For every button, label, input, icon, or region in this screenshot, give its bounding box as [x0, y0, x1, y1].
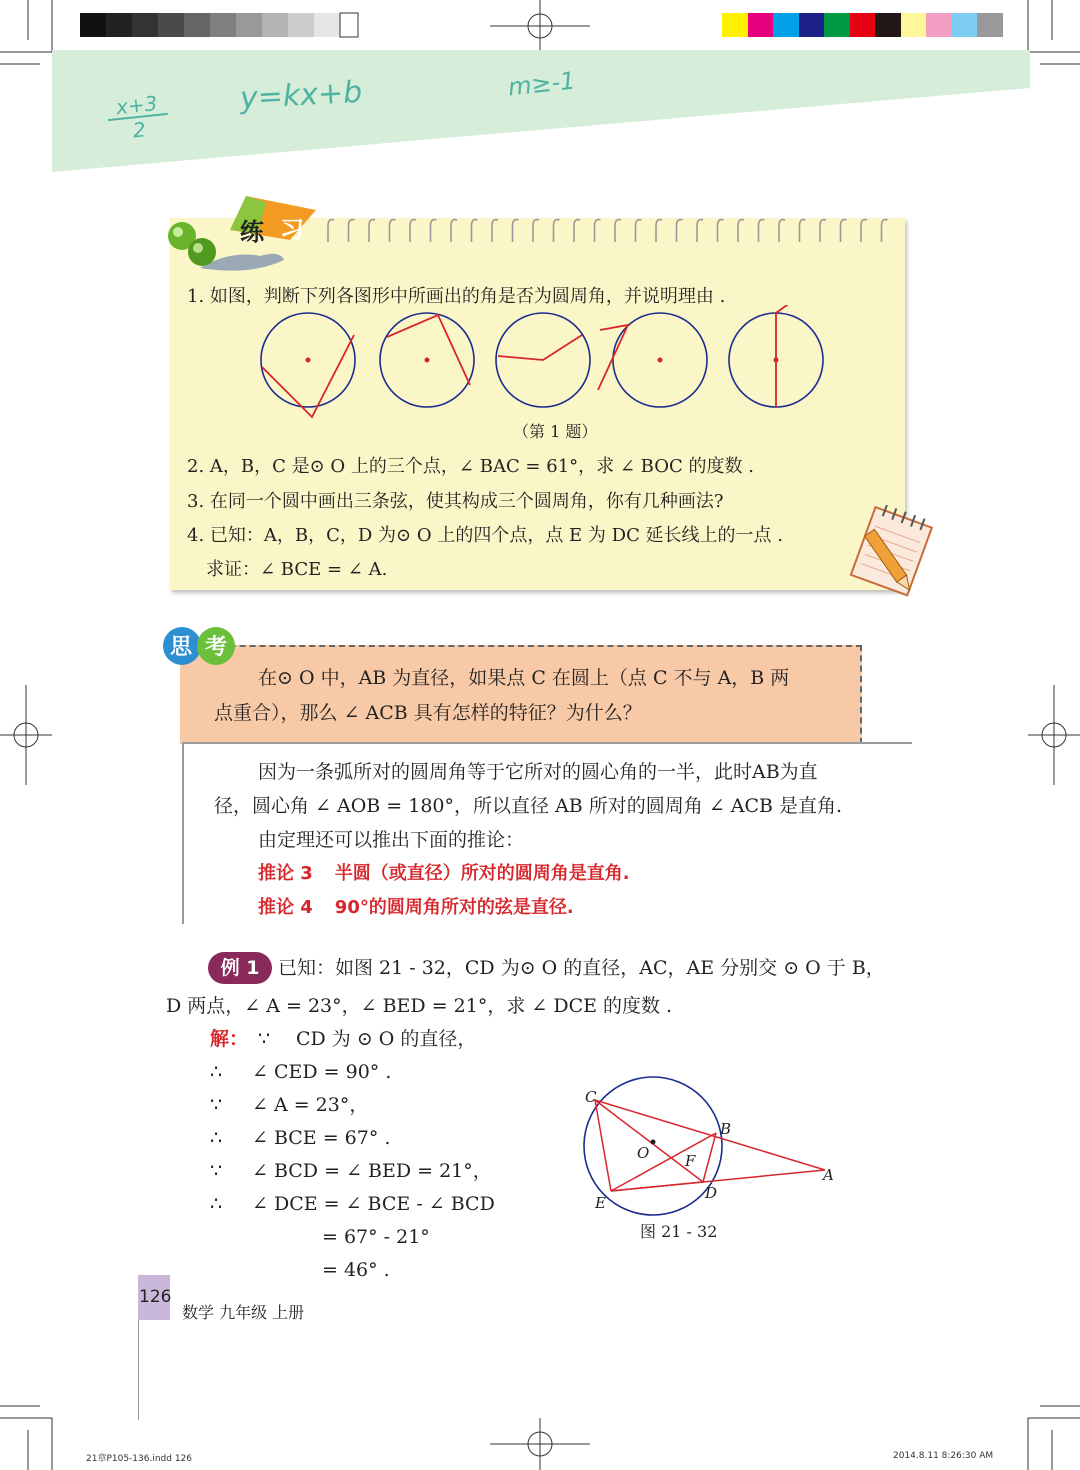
step-symbol: ∵	[258, 1028, 271, 1050]
color-swatch	[824, 13, 850, 37]
notepad-pencil-icon	[840, 505, 940, 605]
formula-inequality: m≥-1	[506, 66, 577, 102]
ring	[759, 220, 765, 242]
figure-21-32	[575, 1070, 845, 1220]
question-4-line1: 4. 已知：A，B，C，D 为⊙ O 上的四个点，点 E 为 DC 延长线上的一点 .	[187, 525, 784, 546]
answer-line-3: 由定理还可以推出下面的推论：	[258, 829, 525, 851]
practice-title-2: 习	[280, 216, 304, 244]
step-text: CD 为 ⊙ O 的直径，	[296, 1028, 477, 1050]
ring	[697, 220, 703, 242]
header-band	[52, 50, 1030, 175]
corollary-3-label: 推论 3	[258, 863, 313, 884]
formula-fraction	[106, 91, 171, 145]
answer-line-1: 因为一条弧所对的圆周角等于它所对的圆心角的一半，此时AB为直	[258, 761, 818, 783]
corollary-4-text: 90°的圆周角所对的弦是直径.	[334, 897, 574, 918]
corollary-3	[258, 862, 630, 886]
question-4-line2: 求证：∠ BCE = ∠ A.	[206, 559, 388, 580]
step-symbol: ∴	[210, 1127, 223, 1149]
step-text: ∠ BCE = 67° .	[252, 1127, 391, 1149]
ring	[779, 220, 785, 242]
ring	[472, 220, 478, 242]
ring	[431, 220, 437, 242]
q2-text: A，B，C 是⊙ O 上的三个点，∠ BAC = 61°，求 ∠ BOC 的度数 .	[209, 456, 754, 477]
label-B: B	[720, 1120, 732, 1138]
example-badge: 例 1	[208, 952, 272, 984]
figure-3-angle	[498, 335, 582, 360]
ring	[615, 220, 621, 242]
color-swatch	[773, 13, 799, 37]
ring	[492, 220, 498, 242]
color-swatch	[926, 13, 952, 37]
color-bar	[722, 0, 1002, 40]
ring	[451, 220, 457, 242]
ring	[574, 220, 580, 242]
label-E: E	[595, 1194, 606, 1212]
color-swatch	[722, 13, 748, 37]
ring	[882, 220, 888, 242]
formula-line: y=kx+b	[239, 74, 364, 117]
ring	[369, 220, 375, 242]
color-swatch	[901, 13, 927, 37]
step-symbol: ∵	[210, 1160, 223, 1182]
question-1-figures	[250, 305, 840, 423]
step-text: = 46° .	[322, 1259, 390, 1281]
print-file: 21章P105-136.indd 126	[86, 1454, 193, 1464]
step-text: ∠ A = 23°，	[252, 1094, 369, 1116]
color-swatch	[875, 13, 901, 37]
figure-1-angle	[262, 335, 354, 417]
example-line-2: D 两点，∠ A = 23°，∠ BED = 21°，求 ∠ DCE 的度数 .	[166, 995, 673, 1017]
segment-CA	[595, 1100, 825, 1170]
ring	[738, 220, 744, 242]
step-symbol: ∵	[210, 1094, 223, 1116]
color-swatch	[799, 13, 825, 37]
ring	[841, 220, 847, 242]
color-swatch	[952, 13, 978, 37]
fraction-numerator: x+3	[106, 91, 168, 121]
figure-4-angle	[598, 325, 628, 390]
think-badge-1: 思	[170, 635, 193, 660]
label-C: C	[585, 1088, 597, 1106]
answer-line-2: 径，圆心角 ∠ AOB = 180°，所以直径 AB 所对的圆周角 ∠ ACB 是直角.	[214, 795, 843, 817]
step-symbol: ∴	[210, 1193, 223, 1215]
ring	[656, 220, 662, 242]
figure-caption-q1: （第 1 题）	[513, 422, 598, 441]
think-badge-2: 考	[205, 635, 228, 660]
label-F: F	[685, 1152, 696, 1170]
page-number: 126	[139, 1287, 172, 1307]
ring	[718, 220, 724, 242]
corollary-4-label: 推论 4	[258, 897, 313, 918]
ring	[800, 220, 806, 242]
ring	[820, 220, 826, 242]
segment-BD	[703, 1133, 716, 1182]
ring	[595, 220, 601, 242]
book-title: 数学 九年级 上册	[182, 1303, 305, 1322]
practice-title-1: 练	[240, 218, 264, 246]
page-margin-line	[138, 1320, 139, 1420]
question-1: 1. 如图，判断下列各图形中所画出的角是否为圆周角，并说明理由 .	[187, 286, 726, 307]
think-line-1: 在⊙ O 中，AB 为直径，如果点 C 在圆上（点 C 不与 A，B 两	[258, 667, 790, 689]
q2-prefix: 2.	[187, 456, 210, 477]
ring	[533, 220, 539, 242]
step-text: ∠ DCE = ∠ BCE - ∠ BCD	[252, 1193, 495, 1215]
segment-CE	[595, 1100, 611, 1191]
think-line-2: 点重合），那么 ∠ ACB 具有怎样的特征？为什么？	[214, 702, 642, 724]
question-3: 3. 在同一个圆中画出三条弦，使其构成三个圆周角，你有几种画法?	[187, 491, 724, 512]
solution-label: 解：	[210, 1028, 249, 1050]
corollary-4	[258, 896, 574, 920]
ring	[410, 220, 416, 242]
ring	[390, 220, 396, 242]
print-time: 2014.8.11 8:26:30 AM	[893, 1451, 994, 1461]
step-text: = 67° - 21°	[322, 1226, 430, 1248]
color-swatch	[977, 13, 1003, 37]
fraction-denominator: 2	[131, 117, 147, 143]
ring	[554, 220, 560, 242]
label-O: O	[637, 1144, 650, 1162]
ring	[513, 220, 519, 242]
ring	[349, 220, 355, 242]
ring	[677, 220, 683, 242]
question-2	[187, 455, 754, 479]
figure-2-angle	[387, 315, 470, 385]
label-A: A	[823, 1166, 834, 1184]
step-text: ∠ BCD = ∠ BED = 21°，	[252, 1160, 492, 1182]
color-swatch	[850, 13, 876, 37]
figure-5-angle	[776, 305, 798, 407]
example-line-1: 已知：如图 21 - 32，CD 为⊙ O 的直径，AC，AE 分别交 ⊙ O 于 B，	[278, 957, 885, 979]
step-text: ∠ CED = 90° .	[252, 1061, 392, 1083]
corollary-3-text: 半圆（或直径）所对的圆周角是直角.	[334, 863, 630, 884]
color-swatch	[748, 13, 774, 37]
label-D: D	[705, 1184, 718, 1202]
think-band	[180, 645, 862, 744]
ring	[636, 220, 642, 242]
step-symbol: ∴	[210, 1061, 223, 1083]
figure-21-32-caption: 图 21 - 32	[640, 1222, 718, 1241]
notebook-rings	[320, 212, 890, 252]
ring	[861, 220, 867, 242]
